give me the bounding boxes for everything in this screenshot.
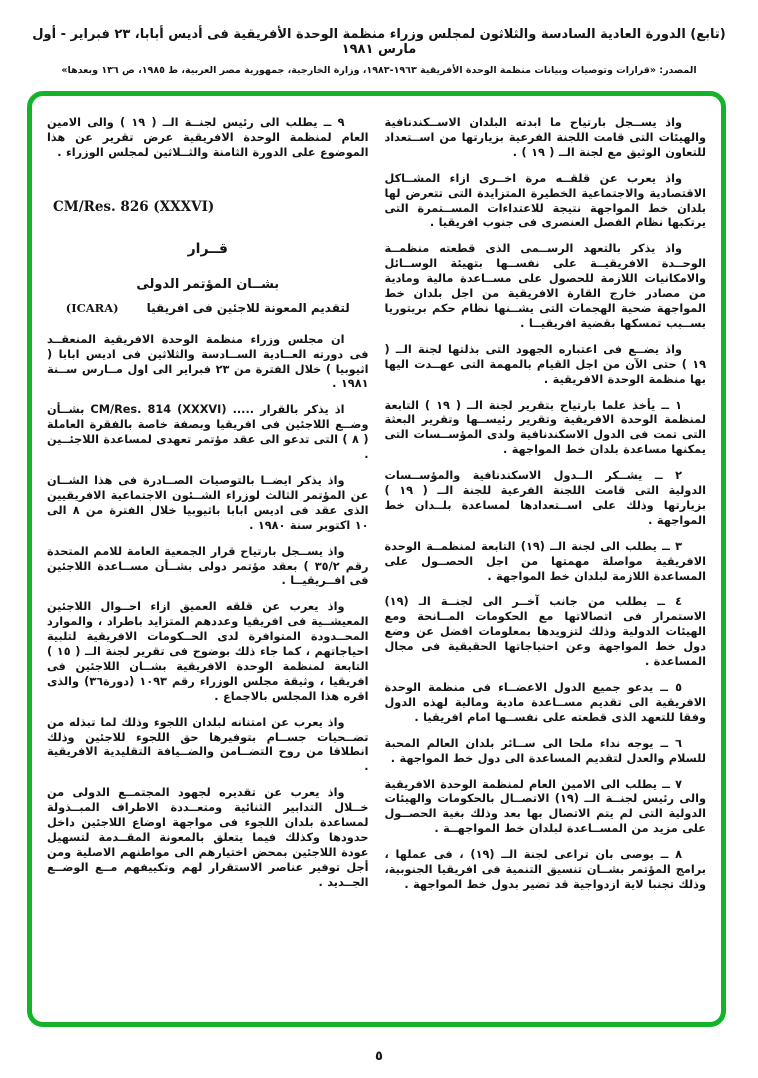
column-right <box>385 116 707 1014</box>
resolution-item-3: ٣ ــ يطلب الى لجنة الــ (١٩) التابعة لمنظمــة الوحدة الافريقية مواصلة مهمتها من اجل الحصــول على المساعدة اللازمة لبلدان خط المواجهة . <box>384 539 706 583</box>
header-source-citation: المصدر: «قرارات وتوصيات وبيانات منظمة الوحدة الأفريقية ١٩٦٣-١٩٨٣، وزارة الخارجية، جمهورية مصر العربية، ط ١٩٨٥، ص ١٣٦ وبعدها» <box>61 65 697 76</box>
resolution-subject-arabic: لتقديم المعونة للاجئين فى افريقيا <box>146 300 350 315</box>
preamble-paragraph: واذ يضــع فى اعتباره الجهود التى بذلتها لجنة الــ ( ١٩ ) حتى الآن من اجل القيام بالمهمة التى عهــدت اليها بها منظمة الوحدة الافريقية . <box>384 342 706 386</box>
page-number: ٥ <box>375 1049 383 1064</box>
resolution-reference-cm-res-826: CM/Res. 826 (XXXVI) <box>53 198 215 215</box>
green-border-frame <box>27 91 726 1027</box>
recital-paragraph: واذ يعرب عن تقديره لجهود المجتمــع الدولى من خــلال التدابير الثنائية ومتعــددة الاطراف المبــذولة لمساعدة بلدان اللجوء فى مواجهة اوضاع اللاجئين داخل حدودها وكذلك فيما يتعلق بالمعونة المقــدمة لتسهيل عودة اللاجئين بمحض اختيارهم الى مواطنهم الاصلية ومن أجل توفير عناصر الاستقرار لهم وتكييفهم مــع الوضــع الجــديد . <box>47 786 369 889</box>
recital-paragraph: واذ يســجل بارتياح قرار الجمعية العامة للامم المتحدة رقم ٣٥/٢ ) بعقد مؤتمر دولى بشــأن مســاعدة اللاجئين فى افــريقيــا . <box>47 544 369 588</box>
document-header <box>12 27 746 76</box>
header-session-title: (تابع) الدورة العادية السادسة والثلاثون لمجلس وزراء منظمة الوحدة الأفريقية فى أديس أبابا، ٢٣ فبراير - أول مارس ١٩٨١ <box>32 27 726 57</box>
recital-paragraph: واذ يعرب عن امتنانه لبلدان اللجوء وذلك لما تبذله من تضــحيات جســام بتوفيرها حق اللجوء للاجئين وذلك انطلاقا من روح التضــامن والضــيافة التقليدية الافريقية . <box>47 715 369 774</box>
resolution-item-7: ٧ ــ يطلب الى الامين العام لمنظمة الوحدة الافريقية والى رئيس لجنــة الــ (١٩) الاتصــال بالحكومات والهيئات الدولية التى لم يتم الاتصال بها بعد وذلك بغية الحصــول على مزيد من المســاعدة لبلدان خط المواجهــة . <box>384 777 706 836</box>
recital-paragraph-cm-res-814: اذ يذكر بالقرار ..... CM/Res. 814 (XXXVI) بشــأن وضــع اللاجئين فى افريقيا وبصفة خاصة بالفقرة العاملة ( ٨ ) التى تدعو الى عقد مؤتمر تعهدى لمساعدة اللاجئــين . <box>47 403 369 462</box>
preamble-paragraph: واذ يســجل بارتياح ما ابدته البلدان الاســكندنافية والهيئات التى قامت اللجنة الفرعية بزيارتها من اســتعداد للتعاون الوثيق مع لجنة الــ ( ١٩ ) . <box>384 116 706 159</box>
resolution-item-9: ٩ ــ يطلب الى رئيس لجنــة الــ ( ١٩ ) والى الامين العام لمنظمة الوحدة الافريقية عرض تقرير عن هذا الموضوع على الدورة الثامنة والثــلاثين لمجلس الوزراء . <box>47 116 369 159</box>
two-column-layout <box>32 96 721 1022</box>
recital-paragraph: واذ يذكر ايضــا بالتوصيات الصــادرة فى هذا الشــان عن المؤتمر الثالث لوزراء الشــئون الاجتماعية الافريقيين الذى عقد فى اديس ابابا باثيوبيا خلال الفترة من ٨ الى ١٠ اكتوبر سنة ١٩٨٠ . <box>47 473 369 532</box>
preamble-paragraph: واذ يعرب عن قلقــه مرة اخــرى ازاء المشــاكل الاقتصادية والاجتماعية الخطيرة المتزايدة التى تتعرض لها بلدان خط المواجهة نتيجة للاعتداءات المســتمرة التى يرتكبها نظام الفصل العنصرى فى جنوب افريقيا . <box>384 171 706 230</box>
resolution-title: قــرار <box>187 240 228 257</box>
resolution-item-2: ٢ ــ يشــكر الــدول الاسكندنافية والمؤســسات الدولية التى قامت اللجنة الفرعية للجنة الــ ( ١٩ ) بزيارتها وذلك على اســتعدادها لمساعدة بلــدان خط المواجهة . <box>384 469 706 527</box>
resolution-item-6: ٦ ــ يوجه نداء ملحا الى ســائر بلدان العالم المحبة للسلام والعدل لتقديم المساعدة الى دول خط المواجهة . <box>384 736 706 765</box>
preamble-paragraph: واذ يذكر بالتعهد الرســمى الذى قطعته منظمــة الوحــدة الافريقيــة على نفســها بتهيئة الوســائل والامكانيات اللازمة للحصول على مســاعدة مالية ومادية من مصادر خارج القارة الافريقية من اجل بلدان خط المواجهة ضحية الهجمات التى يشــنها نظام حكم بريتوريا بســبب تمسكها بقضية افريقيــا . <box>384 242 706 330</box>
resolution-subject-line <box>47 301 369 315</box>
column-left <box>47 116 369 1014</box>
resolution-subtitle: بشــان المؤتمر الدولى <box>136 276 280 292</box>
resolution-item-1: ١ ــ يأخذ علما بارتياح بتقرير لجنة الــ ( ١٩ ) التابعة لمنظمة الوحدة الافريقية وتقرير رئيســها وتقرير البعثة التى تمت فى الدول الاسكندنافية ولدى المؤســسات التى يمكنها مساعدة بلدان خط المواجهة . <box>384 398 706 457</box>
resolution-opening-paragraph: ان مجلس وزراء منظمة الوحدة الافريقية المنعقــد فى دورته العــادية الســادسة والثلاثين فى اديس ابابا ( اثيوبيا ) خلال الفترة من ٢٣ فبراير الى اول مــارس ســنة ١٩٨١ . <box>47 332 369 391</box>
resolution-subject-acronym-icara: (ICARA) <box>65 300 119 315</box>
resolution-item-8: ٨ ــ يوصى بان تراعى لجنة الــ (١٩) ، فى عملها ، برامج المؤتمر بشــان تنسيق التنمية فى افريقيا الجنوبية، وذلك تجنبا لاية ازدواجية قد تضير بدول خط المواجهة . <box>384 848 706 891</box>
recital-paragraph: واذ يعرب عن قلقه العميق ازاء احــوال اللاجئين المعيشــية فى افريقيا وعددهم المتزايد باطراد ، والموارد المحــدودة المتوافرة لدى الحــكومات الافريقية لتلبية احياجاتهم ، كما جاء ذلك بوضوح فى تقرير لجنة الــ ( ١٥ ) التابعة لمنظمة الوحدة الافريقية بشــان اللاجئين فى افريقيا ، وثيقة مجلس الوزراء رقم ١٠٩٣ (دورة٣٦) والذى اقره هذا المجلس بالاجماع . <box>47 600 369 703</box>
resolution-item-5: ٥ ــ يدعو جميع الدول الاعضــاء فى منظمة الوحدة الافريقية الى تقديم مســاعدة مادية ومالية لهذه الدول وفقا للتعهد الذى قطعته على نفســها امام افريقيا . <box>384 681 706 724</box>
resolution-item-4: ٤ ــ يطلب من جانب آخــر الى لجنــة الـ (١٩) الاستمرار فى اتصالاتها مع الحكومات المــانحة ومع الهيئات الدولية وذلك لتزويدها بمعلومات افضل عن وضع دول خط المواجهة وعن احتياجاتها الحقيقية فى مجال المساعدة . <box>384 595 706 669</box>
